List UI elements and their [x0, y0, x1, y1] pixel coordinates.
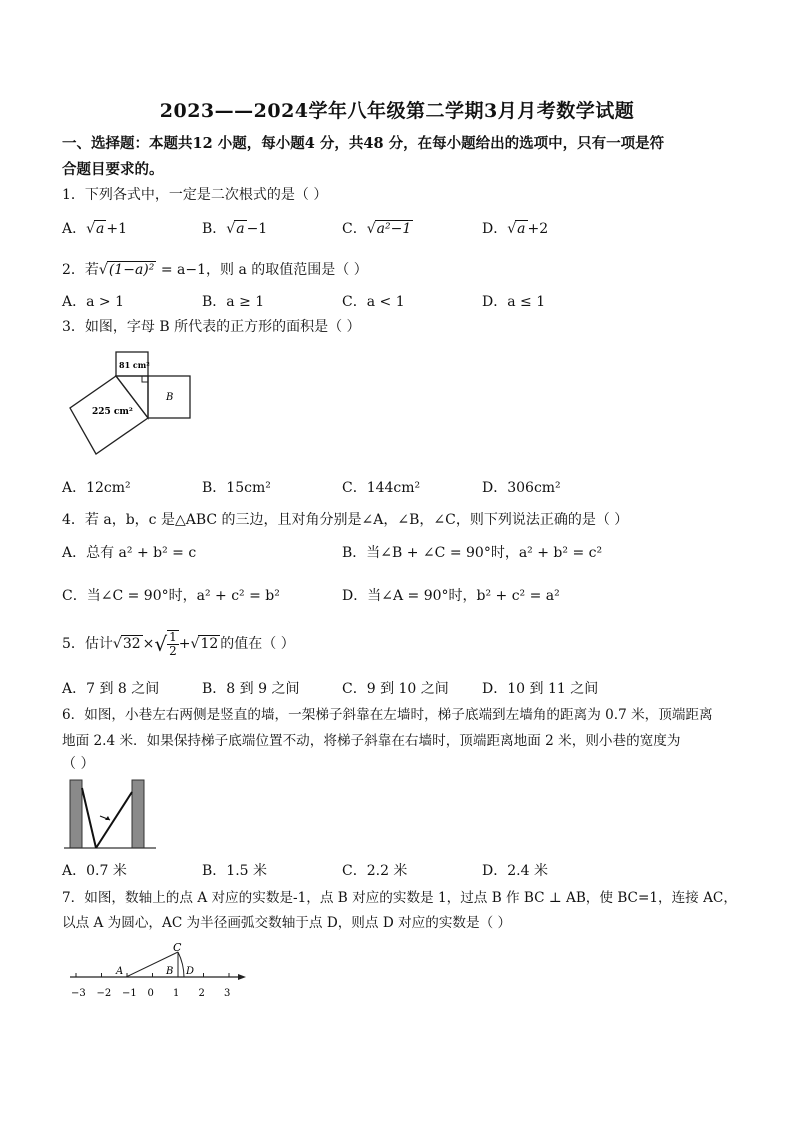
q3-squares-figure: [66, 344, 200, 460]
section-heading-line1: 一、选择题：本题共12 小题，每小题4 分，共48 分，在每小题给出的选项中，只有一项是符: [62, 135, 665, 152]
q7-label-a: A: [116, 966, 124, 977]
q5-option-c: C．9 到 10 之间: [342, 681, 449, 697]
q6-option-d: D．2.4 米: [482, 863, 548, 879]
q2-prefix: 2．若: [62, 262, 99, 278]
q6-line2: 地面 2.4 米．如果保持梯子底端位置不动，将梯子斜靠在右墙时，顶端距离地面 2 米，则小巷的宽度为: [62, 733, 681, 749]
q1-stem: 1．下列各式中，一定是二次根式的是（ ）: [62, 187, 328, 203]
q5-radicand-32: 32: [122, 636, 141, 652]
q3-label-225: 225 cm²: [92, 407, 133, 417]
q5-radicand-12: 12: [200, 636, 219, 652]
q4-option-c: C．当∠C = 90°时，a² + c² = b²: [62, 588, 280, 604]
q6-alley-figure: [64, 778, 160, 850]
q1-c-label: C．: [342, 221, 367, 237]
q4-option-a: A．总有 a² + b² = c: [62, 545, 197, 561]
q2-option-c: C．a < 1: [342, 294, 405, 310]
q1-b-tail: −1: [246, 221, 268, 237]
q1-option-a: A．√a +1: [62, 221, 128, 237]
q6-left-wall: [70, 780, 82, 848]
q7-tick-label: 0: [147, 988, 154, 999]
q3-stem: 3．如图，字母 B 所代表的正方形的面积是（ ）: [62, 319, 361, 335]
q1-a-radicand: a: [96, 221, 105, 237]
q5-prefix: 5．估计: [62, 636, 113, 652]
q4-stem: 4．若 a，b，c 是△ABC 的三边，且对角分别是∠A，∠B，∠C，则下列说法正确的是（ ）: [62, 512, 629, 528]
q6-line3: （ ）: [62, 756, 95, 772]
q5-denominator: 2: [169, 644, 177, 658]
q6-option-a: A．0.7 米: [62, 863, 127, 879]
q1-c-radicand: a²−1: [376, 221, 412, 237]
q7-tick-label: −1: [122, 988, 137, 999]
q3-right-angle: [142, 376, 148, 382]
q7-tick-label: 1: [173, 988, 180, 999]
q1-option-c: C．√a²−1: [342, 221, 412, 237]
q3-option-d: D．306cm²: [482, 480, 561, 496]
q1-option-d: D．√a +2: [482, 221, 549, 237]
q5-suffix: 的值在（ ）: [220, 636, 295, 652]
section-heading-line2: 合题目要求的。: [62, 161, 164, 178]
q2-stem: 2．若√(1−a)² = a−1，则 a 的取值范围是（ ）: [62, 262, 368, 278]
q7-tick-label: 2: [198, 988, 205, 999]
q3-option-a: A．12cm²: [62, 480, 131, 496]
q5-times: ×: [142, 636, 155, 652]
q1-b-radicand: a: [236, 221, 245, 237]
q7-axis-arrow-icon: [238, 974, 246, 980]
q5-stem: 5．估计√32 ×√ $\frac{1}{2}$ +√12 的值在（ ）: [62, 630, 295, 658]
q7-number-line-figure: [62, 940, 252, 1004]
q3-option-c: C．144cm²: [342, 480, 421, 496]
q2-option-b: B．a ≥ 1: [202, 294, 265, 310]
q5-option-b: B．8 到 9 之间: [202, 681, 300, 697]
q1-b-label: B．: [202, 221, 227, 237]
q7-line2: 以点 A 为圆心，AC 为半径画弧交数轴于点 D，则点 D 对应的实数是（ ）: [62, 915, 512, 931]
q1-option-b: B．√a −1: [202, 221, 268, 237]
q3-label-81: 81 cm²: [119, 360, 150, 370]
q1-a-label: A．: [62, 221, 87, 237]
page-title: 2023——2024学年八年级第二学期3月月考数学试题: [159, 100, 635, 122]
q6-option-b: B．1.5 米: [202, 863, 268, 879]
q6-option-c: C．2.2 米: [342, 863, 408, 879]
q5-plus: +: [178, 636, 191, 652]
q1-d-label: D．: [482, 221, 508, 237]
q7-arc: [178, 952, 184, 977]
q7-tick-label: −2: [96, 988, 112, 999]
q3-label-b: B: [166, 392, 174, 403]
q6-ladder-left: [82, 788, 96, 848]
q6-right-wall: [132, 780, 144, 848]
q1-a-tail: +1: [106, 221, 128, 237]
q5-option-d: D．10 到 11 之间: [482, 681, 599, 697]
q4-option-d: D．当∠A = 90°时，b² + c² = a²: [342, 588, 560, 604]
q7-line1: 7．如图，数轴上的点 A 对应的实数是-1，点 B 对应的实数是 1，过点 B 作 BC ⊥ AB，使 BC=1，连接 AC，: [62, 890, 737, 906]
q5-fraction: [167, 630, 179, 658]
q6-line1: 6．如图，小巷左右两侧是竖直的墙，一架梯子斜靠在左墙时，梯子底端到左墙角的距离为 0.7 米，顶端距离: [62, 707, 713, 723]
q4-option-b: B．当∠B + ∠C = 90°时，a² + b² = c²: [342, 545, 603, 561]
q2-option-a: A．a > 1: [62, 294, 124, 310]
q3-option-b: B．15cm²: [202, 480, 271, 496]
q1-d-radicand: a: [517, 221, 526, 237]
q2-suffix: = a−1，则 a 的取值范围是（ ）: [160, 262, 368, 278]
q7-label-b: B: [166, 966, 174, 977]
q6-ladder-right: [96, 792, 132, 848]
q2-radicand: (1−a)²: [108, 262, 155, 278]
q7-label-d: D: [186, 966, 195, 977]
q2-option-d: D．a ≤ 1: [482, 294, 546, 310]
q7-tick-label: 3: [224, 988, 231, 999]
q5-option-a: A．7 到 8 之间: [62, 681, 160, 697]
q1-d-tail: +2: [527, 221, 549, 237]
q7-tick-label: −3: [71, 988, 86, 999]
q7-label-c: C: [173, 941, 182, 954]
q5-numerator: 1: [169, 630, 177, 644]
